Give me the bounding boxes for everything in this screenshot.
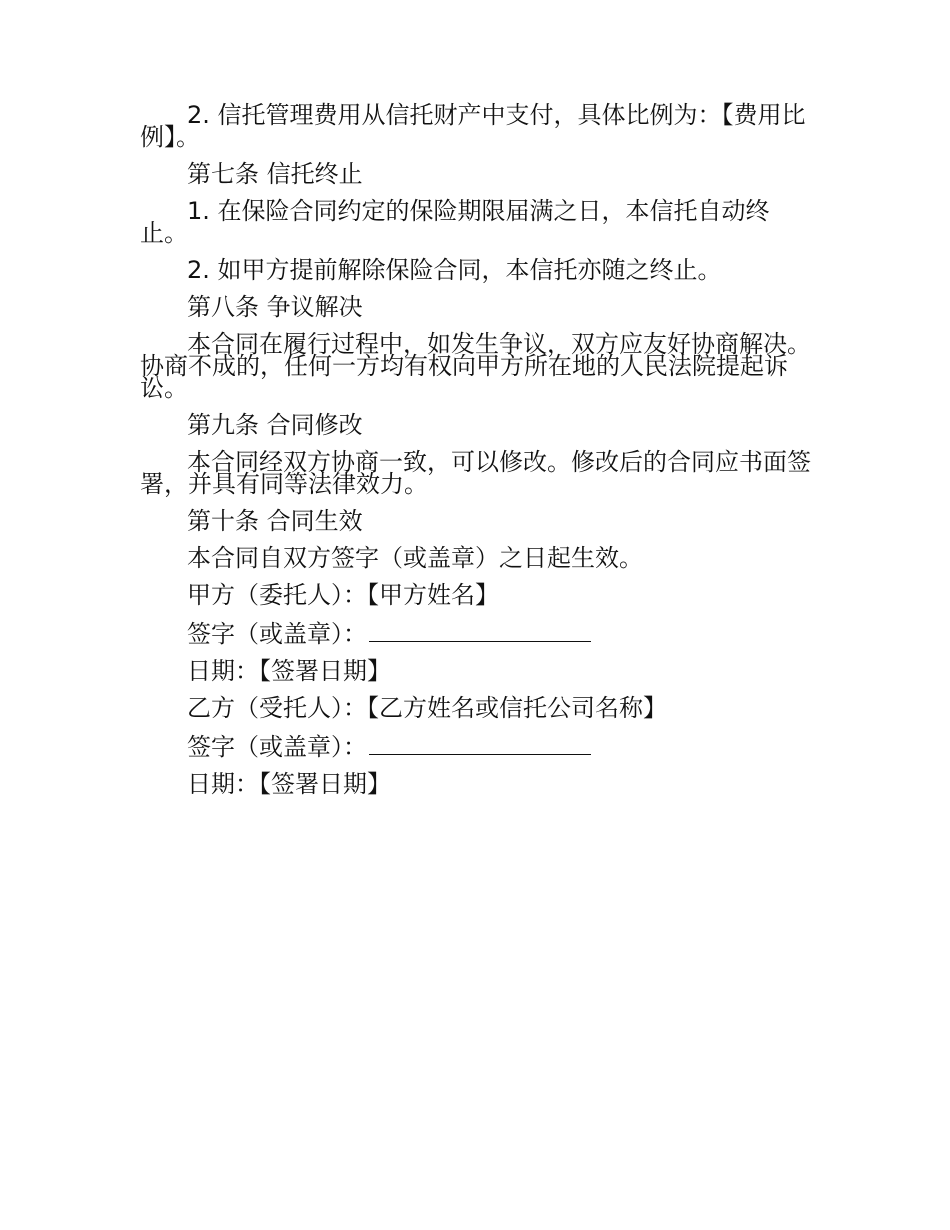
clause-6-item-2: 2. 信托管理费用从信托财产中支付，具体比例为：【费用比例】。 <box>140 101 806 151</box>
party-b-date: 日期：【签署日期】 <box>187 770 391 798</box>
document-body <box>140 101 812 810</box>
party-a-signature-line <box>140 620 812 648</box>
article-8-heading: 第八条 争议解决 <box>187 293 363 321</box>
party-a-signature-blank[interactable] <box>369 621 591 642</box>
article-10-heading: 第十条 合同生效 <box>187 507 363 535</box>
article-9-heading: 第九条 合同修改 <box>187 411 363 439</box>
clause-8-text: 本合同在履行过程中，如发生争议，双方应友好协商解决。协商不成的，任何一方均有权向甲方所在地的人民法院提起诉讼。 <box>140 330 811 402</box>
party-a-date: 日期：【签署日期】 <box>187 657 391 685</box>
party-a-signature-label: 签字（或盖章）： <box>187 620 367 648</box>
party-a-line: 甲方（委托人）：【甲方姓名】 <box>187 581 499 609</box>
party-b-line: 乙方（受托人）：【乙方姓名或信托公司名称】 <box>187 694 667 722</box>
clause-7-item-1: 1. 在保险合同约定的保险期限届满之日，本信托自动终止。 <box>140 197 770 247</box>
article-7-heading: 第七条 信托终止 <box>187 160 363 188</box>
party-b-signature-label: 签字（或盖章）： <box>187 733 367 761</box>
clause-7-item-2: 2. 如甲方提前解除保险合同，本信托亦随之终止。 <box>187 256 722 284</box>
party-b-signature-blank[interactable] <box>369 734 591 755</box>
party-b-signature-line <box>140 733 812 761</box>
clause-9-text: 本合同经双方协商一致，可以修改。修改后的合同应书面签署，并具有同等法律效力。 <box>140 448 811 498</box>
clause-10-text: 本合同自双方签字（或盖章）之日起生效。 <box>187 544 643 572</box>
